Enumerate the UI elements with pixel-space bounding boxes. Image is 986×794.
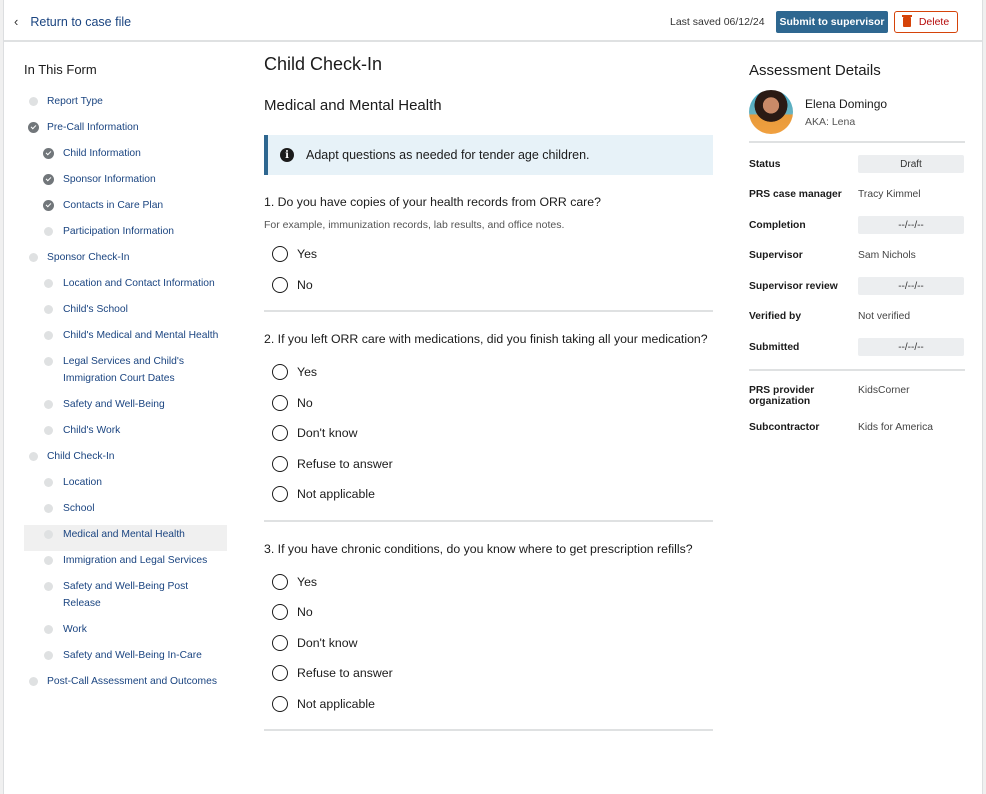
radio-button[interactable] — [272, 395, 288, 411]
detail-value: Draft — [858, 155, 964, 173]
return-to-case-file-link[interactable] — [14, 14, 131, 29]
delete-button[interactable] — [894, 11, 958, 33]
nav-item[interactable] — [24, 577, 227, 620]
check-circle-icon — [43, 200, 54, 211]
radio-button[interactable] — [272, 246, 288, 262]
check-circle-icon — [43, 148, 54, 159]
page — [3, 0, 983, 794]
radio-button[interactable] — [272, 604, 288, 620]
status-dot-icon — [44, 279, 53, 288]
radio-button[interactable] — [272, 574, 288, 590]
radio-label: Not applicable — [297, 696, 375, 711]
back-label: Return to case file — [30, 14, 132, 29]
radio-button[interactable] — [272, 277, 288, 293]
section-title: Medical and Mental Health — [264, 97, 442, 114]
nav-item-label: Safety and Well-Being — [63, 399, 165, 410]
detail-row — [749, 377, 965, 414]
detail-value: Tracy Kimmel — [858, 189, 921, 201]
radio-option[interactable] — [264, 658, 713, 689]
status-dot-icon — [29, 452, 38, 461]
radio-button[interactable] — [272, 425, 288, 441]
detail-label: Supervisor — [749, 250, 803, 262]
radio-label: Don't know — [297, 426, 358, 441]
nav-item-label: Safety and Well-Being In-Care — [63, 650, 202, 661]
nav-item-label: Medical and Mental Health — [63, 529, 185, 540]
person-name: Elena Domingo — [805, 96, 888, 111]
details-title: Assessment Details — [749, 62, 881, 79]
details-rows-org — [749, 371, 965, 446]
nav-item-label: Sponsor Information — [63, 174, 156, 185]
status-dot-icon — [44, 305, 53, 314]
detail-label: Submitted — [749, 341, 800, 353]
detail-value: Sam Nichols — [858, 250, 916, 262]
question-text: 1. Do you have copies of your health records from ORR care? — [264, 195, 601, 209]
status-dot-icon — [44, 504, 53, 513]
detail-value: --/--/-- — [858, 216, 964, 234]
radio-option[interactable] — [264, 449, 713, 480]
status-dot-icon — [44, 530, 53, 539]
detail-label: Subcontractor — [749, 421, 820, 433]
check-circle-icon — [43, 174, 54, 185]
detail-value: --/--/-- — [858, 277, 964, 295]
radio-label: Refuse to answer — [297, 666, 393, 681]
nav-item[interactable] — [24, 170, 227, 196]
radio-label: Refuse to answer — [297, 456, 393, 471]
nav-item[interactable] — [24, 447, 227, 473]
radio-option[interactable] — [264, 689, 713, 720]
status-dot-icon — [44, 426, 53, 435]
radio-label: Yes — [297, 247, 318, 262]
details-rows — [749, 143, 965, 371]
nav-item[interactable] — [24, 395, 227, 421]
nav-item-label: Child's Work — [63, 425, 121, 436]
nav-item-label: Location and Contact Information — [63, 278, 215, 289]
assessment-details — [749, 62, 965, 446]
detail-row — [749, 149, 965, 180]
radio-option[interactable] — [264, 357, 713, 388]
nav-item[interactable] — [24, 300, 227, 326]
detail-row — [749, 302, 965, 333]
radio-button[interactable] — [272, 456, 288, 472]
radio-label: Not applicable — [297, 487, 375, 502]
status-dot-icon — [29, 677, 38, 686]
radio-option[interactable] — [264, 239, 713, 270]
delete-label: Delete — [918, 16, 950, 28]
nav-item-label: Work — [63, 624, 87, 635]
detail-row — [749, 241, 965, 272]
detail-label: Completion — [749, 219, 806, 231]
person-aka: AKA: Lena — [805, 115, 856, 128]
radio-label: No — [297, 277, 313, 292]
main-content — [264, 54, 713, 749]
detail-label: PRS provider organization — [749, 384, 815, 407]
detail-row — [749, 210, 965, 241]
trash-icon — [903, 17, 911, 27]
question — [264, 540, 713, 732]
nav-item[interactable] — [24, 646, 227, 672]
nav-item[interactable] — [24, 525, 227, 551]
info-icon: i — [280, 148, 294, 162]
nav-item-label: Child Check-In — [47, 451, 115, 462]
radio-option[interactable] — [264, 418, 713, 449]
nav-item[interactable] — [24, 326, 227, 352]
radio-label: No — [297, 605, 313, 620]
nav-item[interactable] — [24, 92, 227, 118]
submit-to-supervisor-button[interactable]: Submit to supervisor — [776, 11, 888, 33]
detail-value: Not verified — [858, 311, 911, 323]
nav-item[interactable] — [24, 620, 227, 646]
radio-label: Yes — [297, 365, 318, 380]
nav-item-label: Location — [63, 477, 102, 488]
nav-item[interactable] — [24, 196, 227, 222]
detail-row — [749, 414, 965, 440]
person-card — [749, 87, 965, 143]
radio-option[interactable] — [264, 479, 713, 510]
detail-label: Status — [749, 158, 781, 170]
nav-item-label: Safety and Well-Being Post Release — [63, 581, 189, 609]
detail-label: Verified by — [749, 311, 802, 323]
questions — [264, 193, 713, 731]
nav-item-label: School — [63, 503, 95, 514]
nav-item-label: Post-Call Assessment and Outcomes — [47, 676, 217, 687]
nav-item-label: Contacts in Care Plan — [63, 200, 164, 211]
alert-text: Adapt questions as needed for tender age children. — [306, 148, 590, 162]
radio-option[interactable] — [264, 388, 713, 419]
nav-item-label: Immigration and Legal Services — [63, 555, 208, 566]
nav-item[interactable] — [24, 352, 227, 395]
radio-button[interactable] — [272, 635, 288, 651]
nav-item[interactable] — [24, 421, 227, 447]
nav-item[interactable] — [24, 672, 227, 698]
avatar — [749, 90, 793, 134]
nav-item[interactable] — [24, 144, 227, 170]
last-saved: Last saved 06/12/24 — [670, 16, 765, 28]
detail-value: --/--/-- — [858, 338, 964, 356]
radio-option[interactable] — [264, 567, 713, 598]
question — [264, 193, 713, 312]
nav-item[interactable] — [24, 118, 227, 144]
radio-button[interactable] — [272, 364, 288, 380]
check-circle-icon — [28, 122, 39, 133]
status-dot-icon — [44, 651, 53, 660]
nav-item[interactable] — [24, 551, 227, 577]
radio-option[interactable] — [264, 628, 713, 659]
radio-option[interactable] — [264, 270, 713, 301]
nav-item[interactable] — [24, 274, 227, 300]
question-text: 3. If you have chronic conditions, do you know where to get prescription refills? — [264, 541, 693, 556]
nav-item-label: Pre-Call Information — [47, 122, 139, 133]
detail-row — [749, 180, 965, 211]
status-dot-icon — [44, 582, 53, 591]
status-dot-icon — [29, 97, 38, 106]
nav-item[interactable] — [24, 473, 227, 499]
radio-label: No — [297, 395, 313, 410]
detail-label: PRS case manager — [749, 189, 842, 201]
nav-item[interactable] — [24, 248, 227, 274]
detail-label: Supervisor review — [749, 280, 838, 292]
nav-item-label: Child's Medical and Mental Health — [63, 330, 219, 341]
page-title: Child Check-In — [264, 54, 383, 74]
status-dot-icon — [44, 556, 53, 565]
detail-row — [749, 271, 965, 302]
detail-value: Kids for America — [858, 421, 933, 433]
status-dot-icon — [44, 478, 53, 487]
nav-item-label: Child's School — [63, 304, 128, 315]
question-hint: For example, immunization records, lab results, and office notes. — [264, 219, 565, 231]
nav-title: In This Form — [24, 62, 97, 77]
nav-item-label: Legal Services and Child's Immigration Court Dates — [63, 356, 185, 384]
chevron-left-icon: ‹ — [14, 14, 19, 29]
radio-button[interactable] — [272, 665, 288, 681]
radio-label: Yes — [297, 574, 318, 589]
status-dot-icon — [44, 400, 53, 409]
detail-row — [749, 332, 965, 363]
radio-button[interactable] — [272, 696, 288, 712]
nav-item-label: Sponsor Check-In — [47, 252, 130, 263]
status-dot-icon — [44, 625, 53, 634]
nav-item[interactable] — [24, 222, 227, 248]
status-dot-icon — [44, 227, 53, 236]
radio-button[interactable] — [272, 486, 288, 502]
radio-label: Don't know — [297, 635, 358, 650]
form-navigation — [24, 92, 227, 698]
nav-item-label: Child Information — [63, 148, 141, 159]
nav-item-label: Participation Information — [63, 226, 175, 237]
info-alert — [264, 135, 713, 175]
radio-option[interactable] — [264, 597, 713, 628]
nav-item[interactable] — [24, 499, 227, 525]
status-dot-icon — [44, 331, 53, 340]
nav-item-label: Report Type — [47, 96, 103, 107]
detail-value: KidsCorner — [858, 384, 910, 396]
question-text: 2. If you left ORR care with medications, did you finish taking all your medication? — [264, 332, 708, 346]
question — [264, 330, 713, 522]
status-dot-icon — [44, 357, 53, 366]
top-bar — [4, 0, 982, 42]
status-dot-icon — [29, 253, 38, 262]
